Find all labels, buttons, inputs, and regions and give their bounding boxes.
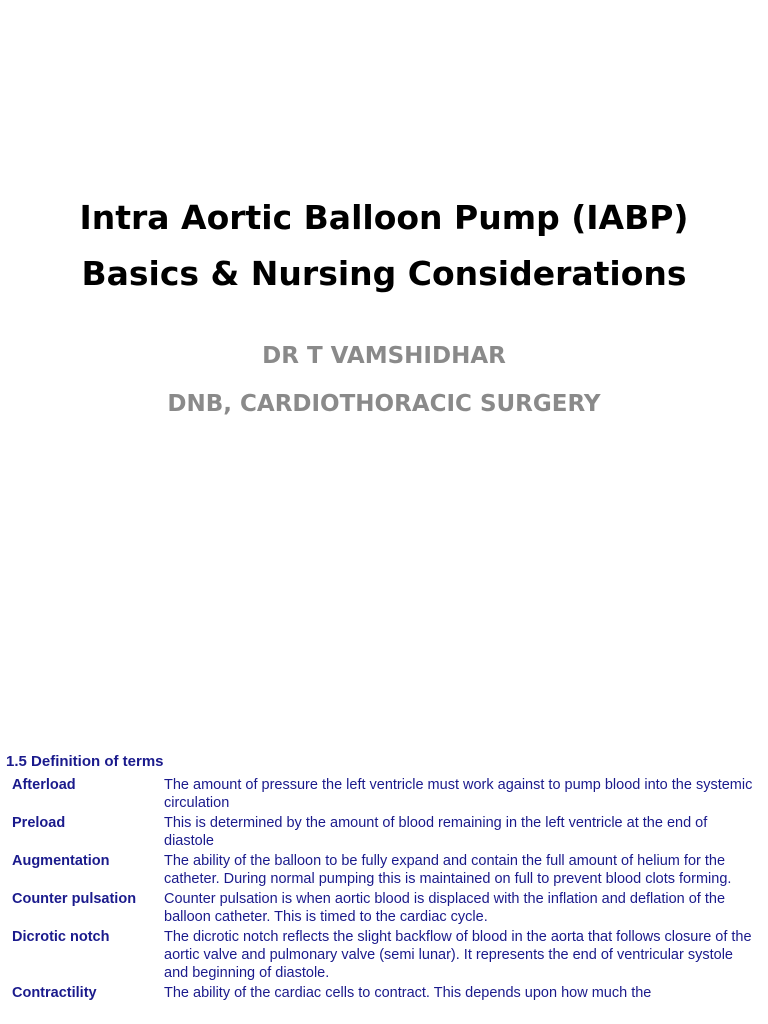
term-label: Contractility <box>12 985 97 1001</box>
term-label: Afterload <box>12 777 76 793</box>
slide-title-line-1: Intra Aortic Balloon Pump (IABP) <box>79 198 689 237</box>
definitions-table <box>0 776 768 1004</box>
term-label: Augmentation <box>12 853 110 869</box>
slide-title-line-2: Basics & Nursing Considerations <box>81 254 687 293</box>
definition-row-dicrotic-notch <box>0 928 768 982</box>
author-credentials: DNB, CARDIOTHORACIC SURGERY <box>167 391 601 417</box>
definition-row-contractility <box>0 984 768 1002</box>
term-label: Preload <box>12 815 66 831</box>
term-label: Counter pulsation <box>12 891 137 907</box>
definition-row-preload <box>0 814 768 850</box>
definitions-section <box>0 752 768 1024</box>
author-name: DR T VAMSHIDHAR <box>262 343 506 369</box>
slide-title <box>0 190 768 302</box>
term-definition: This is determined by the amount of blood remaining in the left ventricle at the end of diastole <box>164 815 708 849</box>
term-definition: The dicrotic notch reflects the slight backflow of blood in the aorta that follows closure of the aortic valve and pulmonary valve (semi lunar). It represents the end of ventricular systole and beginning of diastole. <box>164 929 752 981</box>
definition-row-afterload <box>0 776 768 812</box>
term-definition: The ability of the cardiac cells to contract. This depends upon how much the <box>164 985 652 1001</box>
definition-row-counter-pulsation <box>0 890 768 926</box>
term-label: Dicrotic notch <box>12 929 110 945</box>
term-definition: The amount of pressure the left ventricle must work against to pump blood into the systemic circulation <box>164 777 753 811</box>
slide-subtitle <box>0 332 768 428</box>
term-definition: The ability of the balloon to be fully expand and contain the full amount of helium for the catheter. During normal pumping this is maintained on full to prevent blood clots forming. <box>164 853 732 887</box>
definitions-heading: 1.5 Definition of terms <box>6 753 164 770</box>
term-definition: Counter pulsation is when aortic blood is displaced with the inflation and deflation of the balloon catheter. This is timed to the cardiac cycle. <box>164 891 726 925</box>
definition-row-augmentation <box>0 852 768 888</box>
